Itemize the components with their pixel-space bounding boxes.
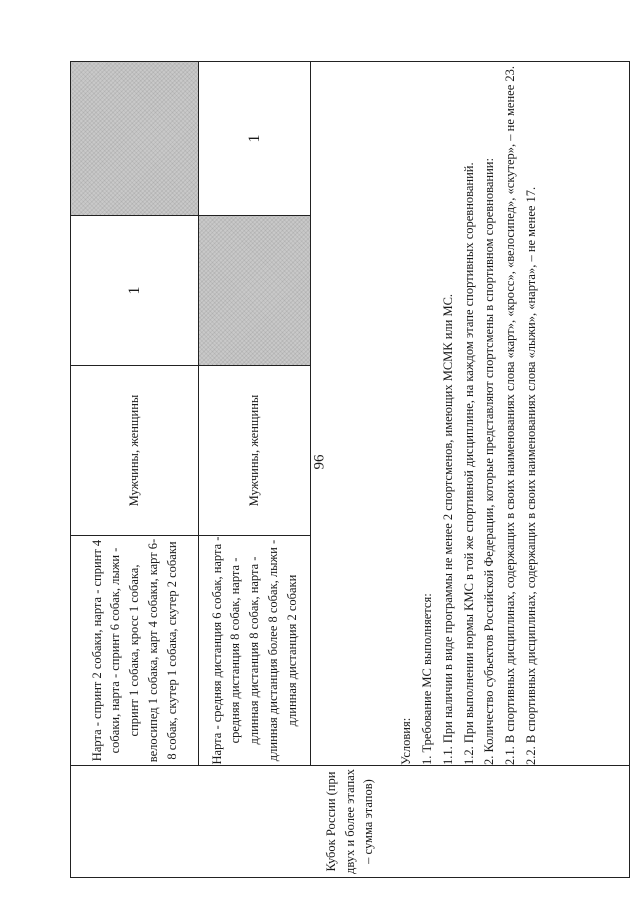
gender-cell: Мужчины, женщины xyxy=(199,366,311,536)
competition-cell: Кубок России (при двух и более этапах – сумма этапов) xyxy=(71,766,630,878)
page-number: 96 xyxy=(311,454,328,470)
conditions-cell xyxy=(311,62,630,766)
discipline-cell: Нарта - средняя дистанция 6 собак, нарта - средняя дистанция 8 собак, нарта - длинная дистанция 8 собак, нарта - длинная дистанция более 8 собак, лыжи - длинная дистанция 2 собаки xyxy=(199,536,311,766)
table-row xyxy=(311,62,630,878)
shaded-empty-cell xyxy=(199,216,311,366)
count-cell: 1 xyxy=(71,216,199,366)
condition-line: 2.2. В спортивных дисциплинах, содержащих в своих наименованиях слова «лыжи», «нарта», – не менее 17. xyxy=(523,186,538,765)
shaded-empty-cell xyxy=(71,62,199,216)
discipline-cell: Нарта - спринт 2 собаки, нарта - спринт 4 собаки, нарта - спринт 6 собак, лыжи - спринт 1 собака, кросс 1 собака, велосипед 1 собака, карт 4 собаки, карт 6-8 собак, скутер 1 собака, скутер 2 собаки xyxy=(71,536,199,766)
condition-line: 1.1. При наличии в виде программы не менее 2 спортсменов, имеющих МСМК или МС. xyxy=(440,293,455,765)
condition-line: 1.2. При выполнении нормы КМС в той же спортивной дисциплине, на каждом этапе спортивных соревнований. xyxy=(461,162,476,765)
gender-cell: Мужчины, женщины xyxy=(71,366,199,536)
table-row xyxy=(71,62,199,878)
condition-line: 1. Требование МС выполняется: xyxy=(420,593,435,765)
conditions-title: Условия: xyxy=(399,717,414,765)
norms-table xyxy=(70,61,630,878)
condition-line: 2.1. В спортивных дисциплинах, содержащих в своих наименованиях слова «карт», «кросс», «велосипед», «скутер», – не менее 23. xyxy=(503,66,518,765)
rotated-page-content xyxy=(70,62,630,878)
count-cell: 1 xyxy=(199,62,311,216)
condition-line: 2. Количество субъектов Российской Федерации, которые представляют спортсмены в спортивном соревновании: xyxy=(482,158,497,765)
table-row xyxy=(199,62,311,878)
